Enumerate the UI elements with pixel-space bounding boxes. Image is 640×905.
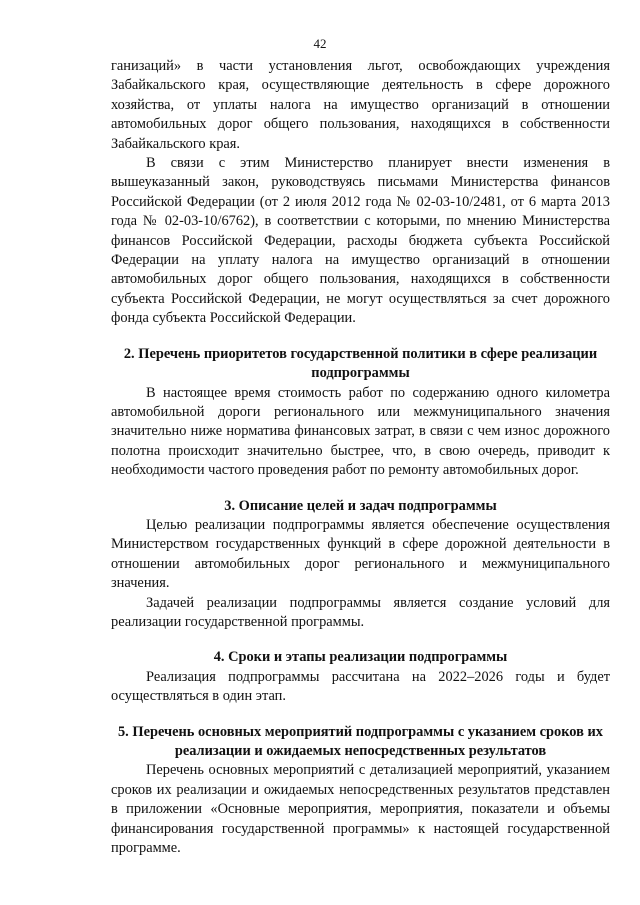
section-5-heading: 5. Перечень основных мероприятий подпрограммы с указанием сроков их реализации и ожидаемых непосредственных результатов: [117, 723, 603, 759]
section-3-heading: 3. Описание целей и задач подпрограммы: [224, 497, 497, 514]
section-2-text: В настоящее время стоимость работ по содержанию одного километра автомобильной дороги регионального или межмуниципального значения значительно ниже норматива финансовых затрат, в связи с чем износ дорожного полотна происходит значительно быстрее, что, в свою очередь, приводит к необходимости частого проведения работ по ремонту автомобильных дорог.: [111, 384, 610, 479]
section-4-text: Реализация подпрограммы рассчитана на 2022–2026 годы и будет осуществляться в один этап.: [111, 668, 610, 705]
section-3-task-text: Задачей реализации подпрограммы является создание условий для реализации государственной программы.: [111, 594, 610, 630]
section-4-heading: 4. Сроки и этапы реализации подпрограммы: [213, 649, 508, 666]
page-number: 42: [313, 36, 327, 51]
section-3-goal-text: Целью реализации подпрограммы является обеспечение осуществления Министерством государственных функций в сфере дорожной деятельности в отношении автомобильных дорог регионального и межмуниципального значения.: [111, 516, 610, 592]
section-5-text: Перечень основных мероприятий с детализацией мероприятий, указанием сроков их реализации и ожидаемых непосредственных результатов представлен в приложении «Основные мероприятия, мероприятия, показатели и объемы финансирования государственной программы» к настоящей государственной программе.: [111, 762, 610, 857]
paragraph-continuation: ганизаций» в части установления льгот, освобождающих учреждения Забайкальского края, осуществляющие деятельность в сфере дорожного хозяйства, от уплаты налога на имущество организаций в отношении автомобильных дорог общего пользования, находящихся в собственности Забайкальского края.: [111, 58, 610, 152]
paragraph-ministry-plans: В связи с этим Министерство планирует внести изменения в вышеуказанный закон, руководствуясь письмами Министерства финансов Российской Федерации (от 2 июля 2012 года № 02-03-10/2481, от 6 марта 2013 года № 02-03-10/6762), в соответствии с которыми, по мнению Министерства финансов Российской Федерации, расходы бюджета субъекта Российской Федерации на уплату налога на имущество организаций в отношении автомобильных дорог общего пользования, находящихся в собственности субъекта Российской Федерации, не могут осуществляться за счет дорожного фонда субъекта Российской Федерации.: [111, 155, 610, 327]
section-2-heading: 2. Перечень приоритетов государственной политики в сфере реализации подпрограммы: [123, 345, 598, 382]
page-content: [111, 57, 610, 858]
